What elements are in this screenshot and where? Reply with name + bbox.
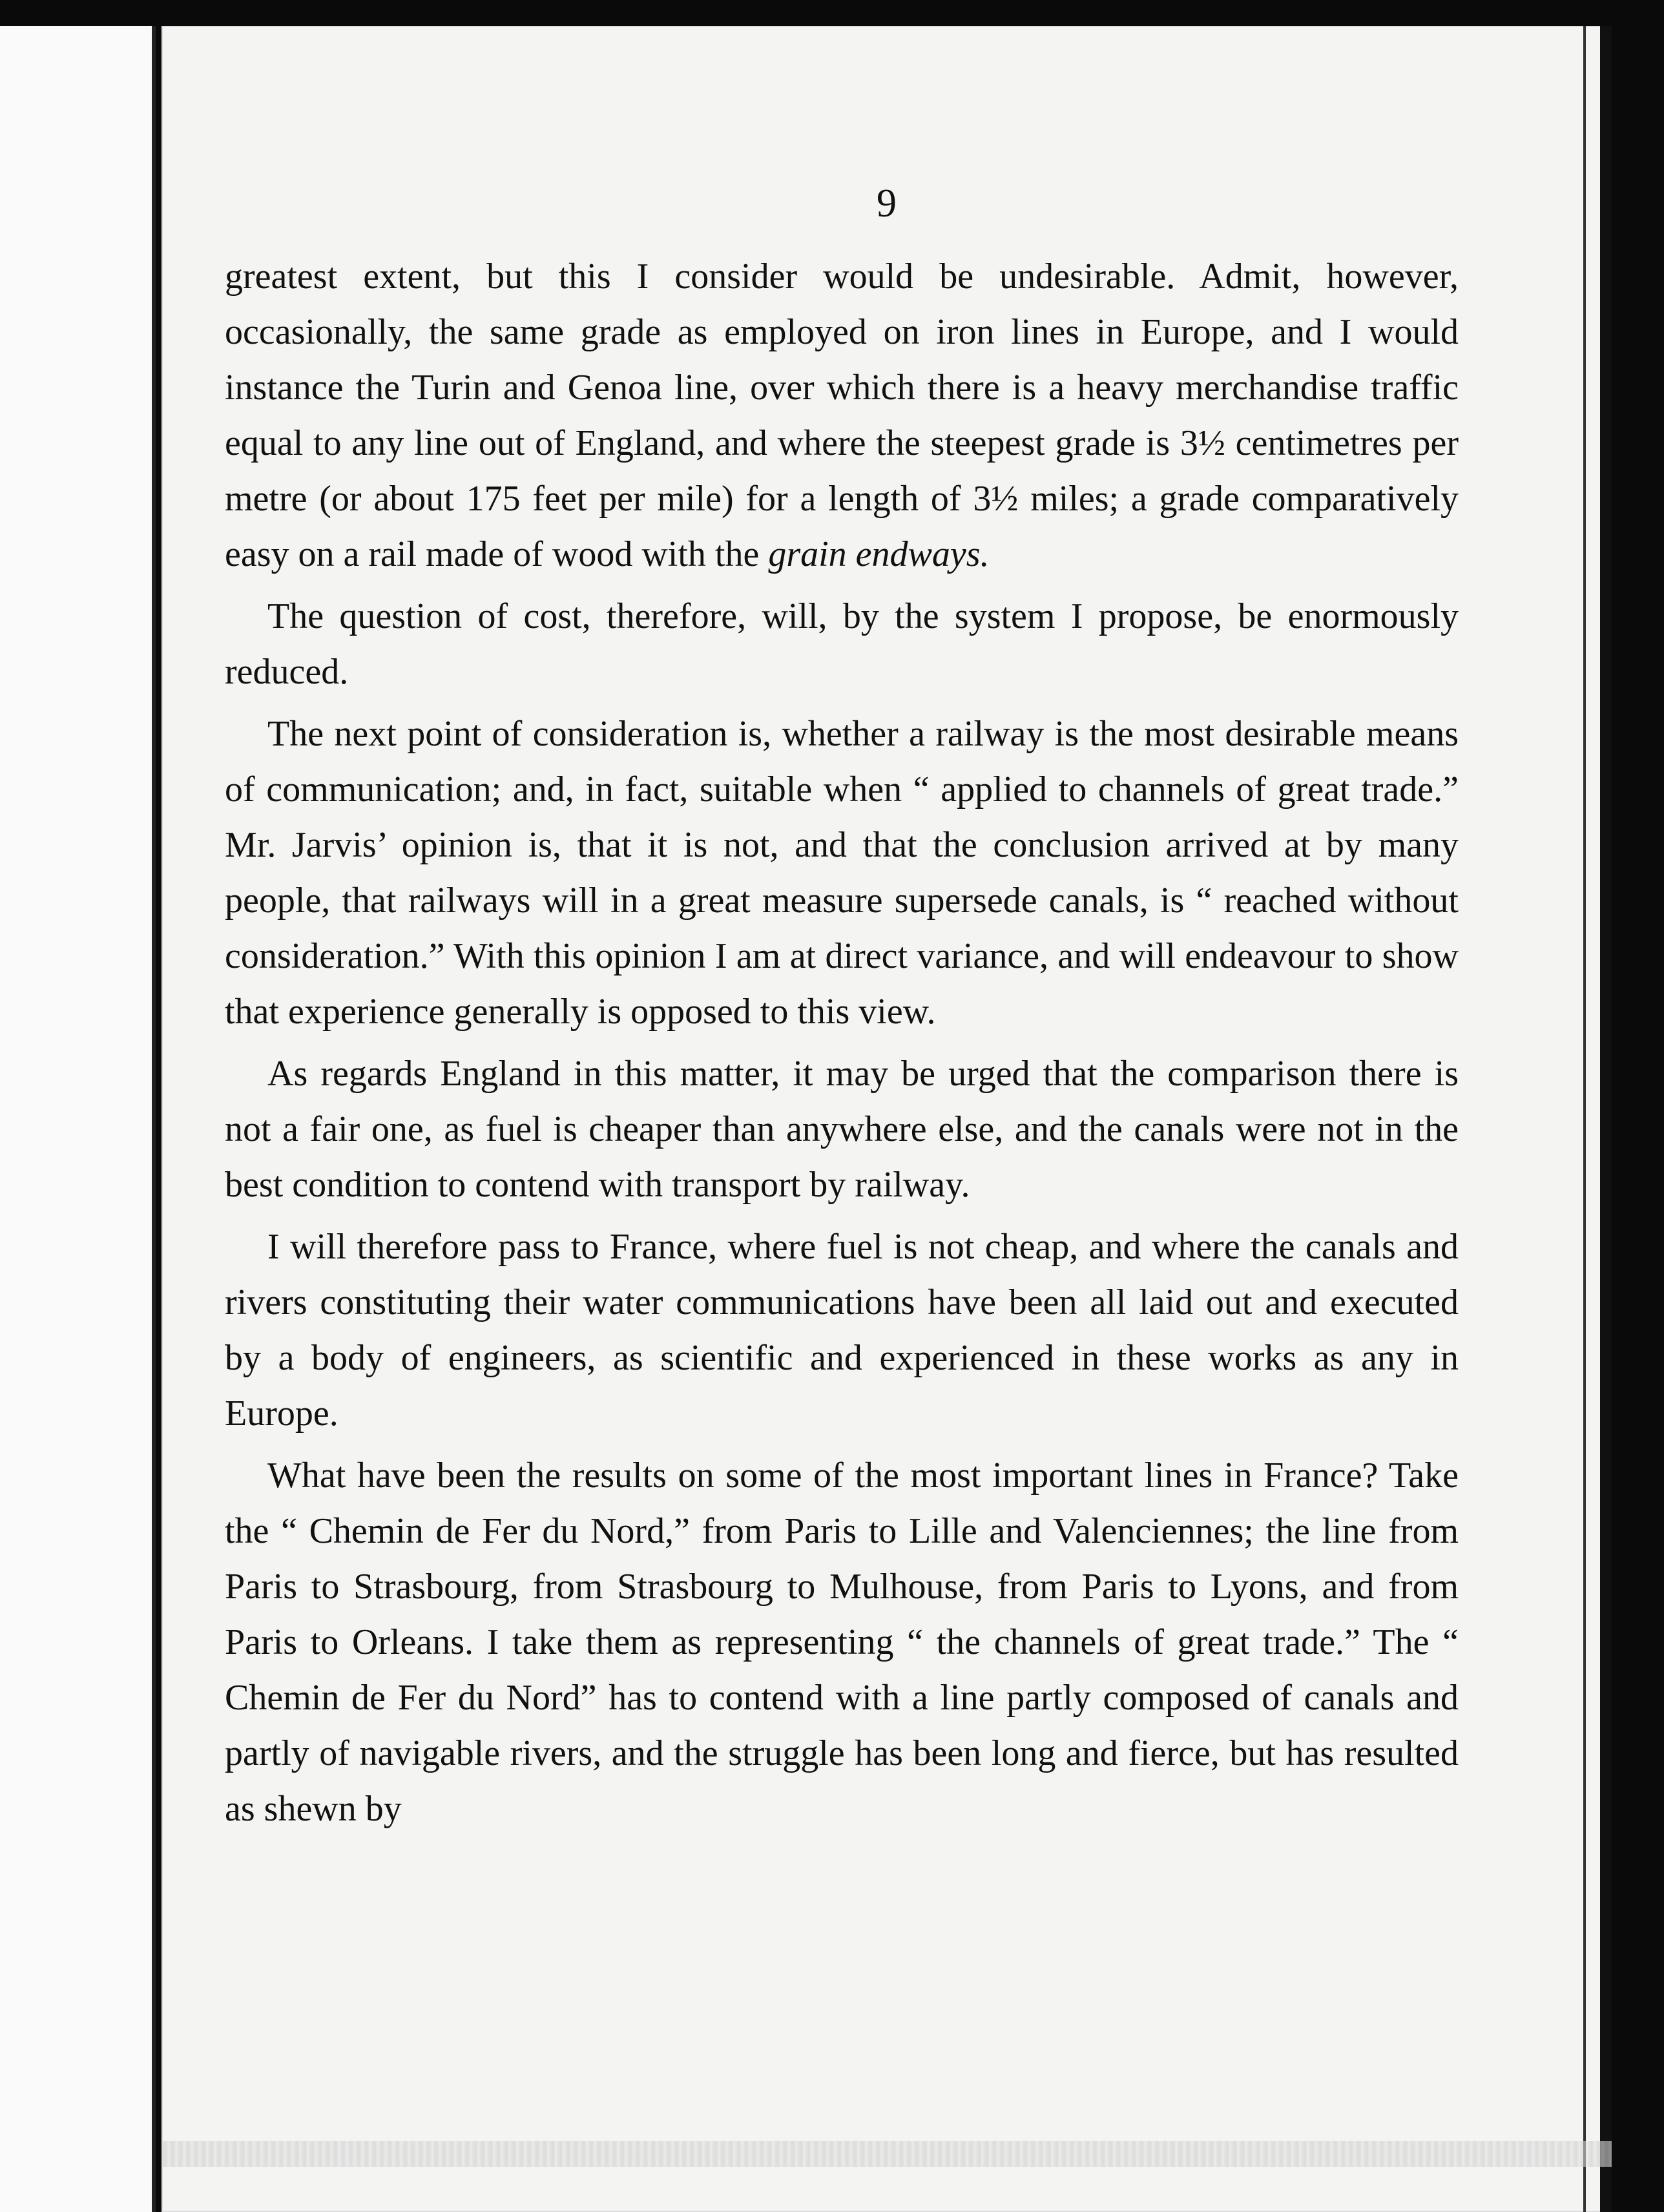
paragraph: The next point of consideration is, whether a railway is the most desirable means of communication; and, in fact, suitable when “ applied to channels of great trade.” Mr. Jarvis’ opinion is, that it is not, and that the conclusion arrived at by many people, that railways will in a great measure supersede canals, is “ reached without consideration.” With this opinion I am at direct variance, and will endeavour to show that experience generally is opposed to this view. <box>225 714 1459 1032</box>
page-edge <box>1600 26 1612 2212</box>
bottom-bleed-through <box>161 2141 1612 2167</box>
facing-page-margin <box>0 26 156 2212</box>
paragraph: The question of cost, therefore, will, by the system I propose, be enormously reduced. <box>225 596 1459 692</box>
page-edge-line <box>1583 26 1586 2212</box>
emphasized-text: grain endways. <box>768 534 990 574</box>
body-text <box>225 249 1459 1843</box>
paragraph <box>225 249 1459 582</box>
page-number: 9 <box>877 182 897 225</box>
paragraph-text: greatest extent, but this I consider would be undesirable. Admit, however, occasionally, the same grade as employed on iron lines in Europe, and I would instance the Turin and Genoa line, over which there is a heavy merchandise traffic equal to any line out of England, and where the steepest grade is 3½ centimetres per metre (or about 175 feet per mile) for a length of 3½ miles; a grade comparatively easy on a rail made of wood with the <box>225 256 1459 574</box>
paragraph: I will therefore pass to France, where fuel is not cheap, and where the canals and rivers constituting their water communications have been all laid out and executed by a body of engineers, as scientific and experienced in these works as any in Europe. <box>225 1227 1459 1434</box>
paragraph: As regards England in this matter, it may be urged that the comparison there is not a fair one, as fuel is cheaper than anywhere else, and the canals were not in the best condition to contend with transport by railway. <box>225 1054 1459 1205</box>
paragraph: What have been the results on some of the most important lines in France? Take the “ Chemin de Fer du Nord,” from Paris to Lille and Valenciennes; the line from Paris to Strasbourg, from Strasbourg to Mulhouse, from Paris to Lyons, and from Paris to Orleans. I take them as representing “ the channels of great trade.” The “ Chemin de Fer du Nord” has to contend with a line partly composed of canals and partly of navigable rivers, and the struggle has been long and fierce, but has resulted as shewn by <box>225 1456 1459 1829</box>
